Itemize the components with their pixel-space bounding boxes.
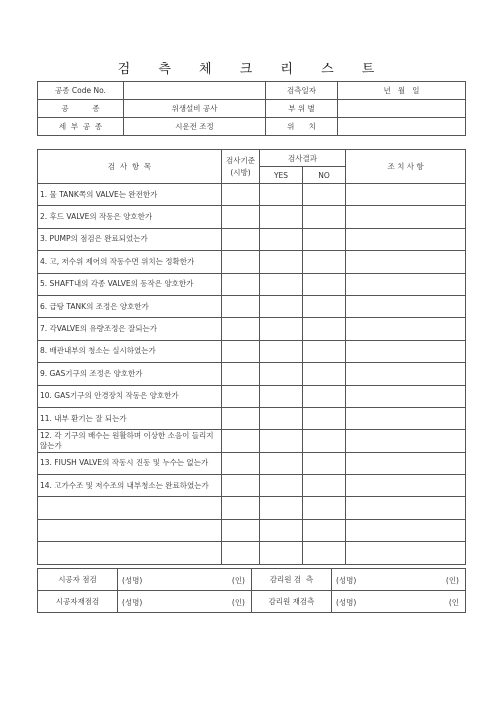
seal-label: (인) — [231, 598, 245, 607]
seal-label: (인) — [445, 576, 459, 585]
no-cell[interactable] — [303, 363, 346, 385]
page-title: 검 측 체 크 리 스 트 — [117, 62, 387, 77]
work-label: 공 종 — [38, 100, 124, 118]
table-row — [38, 407, 466, 429]
action-cell[interactable] — [346, 295, 466, 317]
code-label: 공종 Code No. — [38, 82, 124, 100]
yes-cell[interactable] — [260, 407, 303, 429]
checklist-item-text: 7. 각VALVE의 유량조정은 잘되는가 — [38, 318, 222, 340]
yes-cell[interactable] — [260, 273, 303, 295]
standard-cell[interactable] — [222, 318, 260, 340]
standard-cell[interactable] — [222, 251, 260, 273]
action-cell[interactable] — [346, 251, 466, 273]
col-item-header: 검 사 항 목 — [38, 150, 222, 184]
standard-cell[interactable] — [222, 519, 260, 541]
col-yes-header: YES — [260, 167, 303, 184]
standard-cell[interactable] — [222, 452, 260, 474]
no-cell[interactable] — [303, 251, 346, 273]
col-standard-header: 검사기준 (시방) — [222, 150, 260, 184]
yes-cell[interactable] — [260, 251, 303, 273]
no-cell[interactable] — [303, 430, 346, 452]
date-label: 검측일자 — [266, 82, 338, 100]
no-cell[interactable] — [303, 340, 346, 362]
no-cell[interactable] — [303, 184, 346, 206]
standard-cell[interactable] — [222, 363, 260, 385]
standard-cell[interactable] — [222, 228, 260, 250]
action-cell[interactable] — [346, 452, 466, 474]
table-row — [38, 318, 466, 340]
supervisor-check-label: 감리원 검 측 — [252, 569, 332, 591]
no-cell[interactable] — [303, 273, 346, 295]
contractor-recheck-sign[interactable] — [118, 591, 252, 613]
col-no-header: NO — [303, 167, 346, 184]
name-label: (성명) — [336, 576, 357, 585]
yes-cell[interactable] — [260, 430, 303, 452]
table-row — [38, 184, 466, 206]
yes-cell[interactable] — [260, 295, 303, 317]
checklist-item-text: 8. 배관내부의 청소는 실시하였는가 — [38, 340, 222, 362]
no-cell[interactable] — [303, 542, 346, 564]
supervisor-recheck-sign[interactable] — [332, 591, 466, 613]
table-row — [38, 228, 466, 250]
action-cell[interactable] — [346, 318, 466, 340]
checklist-item-text: 9. GAS기구의 조정은 양호한가 — [38, 363, 222, 385]
signature-table — [37, 568, 466, 613]
code-value[interactable] — [124, 82, 266, 100]
standard-cell[interactable] — [222, 340, 260, 362]
no-cell[interactable] — [303, 385, 346, 407]
yes-cell[interactable] — [260, 542, 303, 564]
action-cell[interactable] — [346, 385, 466, 407]
checklist-item-text: 5. SHAFT내의 각종 VALVE의 동작은 양호한가 — [38, 273, 222, 295]
supervisor-recheck-label: 감리원 재검측 — [252, 591, 332, 613]
standard-cell[interactable] — [222, 206, 260, 228]
date-value[interactable]: 년 월 일 — [338, 82, 466, 100]
action-cell[interactable] — [346, 206, 466, 228]
yes-cell[interactable] — [260, 340, 303, 362]
no-cell[interactable] — [303, 206, 346, 228]
standard-cell[interactable] — [222, 295, 260, 317]
name-label: (성명) — [336, 598, 357, 607]
no-cell[interactable] — [303, 452, 346, 474]
table-row — [38, 542, 466, 564]
table-row — [38, 497, 466, 519]
yes-cell[interactable] — [260, 519, 303, 541]
yes-cell[interactable] — [260, 184, 303, 206]
checklist-item-text: 13. FIUSH VALVE의 작동시 진동 및 누수는 없는가 — [38, 452, 222, 474]
yes-cell[interactable] — [260, 228, 303, 250]
action-cell[interactable] — [346, 475, 466, 497]
checklist-item-text: 1. 물 TANK쪽의 VALVE는 완전한가 — [38, 184, 222, 206]
yes-cell[interactable] — [260, 452, 303, 474]
part-label: 부 위 별 — [266, 100, 338, 118]
standard-cell[interactable] — [222, 542, 260, 564]
yes-cell[interactable] — [260, 497, 303, 519]
table-row — [38, 295, 466, 317]
seal-label: (인) — [231, 576, 245, 585]
supervisor-check-sign[interactable] — [332, 569, 466, 591]
yes-cell[interactable] — [260, 363, 303, 385]
yes-cell[interactable] — [260, 206, 303, 228]
table-row — [38, 340, 466, 362]
yes-cell[interactable] — [260, 385, 303, 407]
part-value[interactable] — [338, 100, 466, 118]
contractor-check-label: 시공자 점검 — [38, 569, 118, 591]
contractor-check-sign[interactable] — [118, 569, 252, 591]
no-cell[interactable] — [303, 475, 346, 497]
checklist-item-text: 10. GAS기구의 안경장치 작동은 양호한가 — [38, 385, 222, 407]
action-cell[interactable] — [346, 519, 466, 541]
table-row — [38, 519, 466, 541]
location-label: 위 치 — [266, 118, 338, 136]
table-row — [38, 273, 466, 295]
action-cell[interactable] — [346, 273, 466, 295]
detail-value[interactable]: 시운전 조정 — [124, 118, 266, 136]
no-cell[interactable] — [303, 497, 346, 519]
checklist-table — [37, 149, 466, 565]
action-cell[interactable] — [346, 407, 466, 429]
standard-cell[interactable] — [222, 273, 260, 295]
work-value[interactable]: 위생설비 공사 — [124, 100, 266, 118]
checklist-item-text: 2. 후드 VALVE의 작동은 양호한가 — [38, 206, 222, 228]
checklist-item-text: 4. 고, 저수위 제어의 작동수면 위치는 정확한가 — [38, 251, 222, 273]
standard-cell[interactable] — [222, 407, 260, 429]
table-row — [38, 475, 466, 497]
col-result-header: 검사결과 — [260, 150, 346, 167]
contractor-recheck-label: 시공자재점검 — [38, 591, 118, 613]
seal-label: (인 — [448, 598, 459, 607]
standard-cell[interactable] — [222, 497, 260, 519]
no-cell[interactable] — [303, 519, 346, 541]
checklist-item-text: 14. 고가수조 및 저수조의 내부청소는 완료하였는가 — [38, 475, 222, 497]
col-action-header: 조 치 사 항 — [346, 150, 466, 184]
no-cell[interactable] — [303, 228, 346, 250]
action-cell[interactable] — [346, 363, 466, 385]
detail-label: 세 부 공 종 — [38, 118, 124, 136]
yes-cell[interactable] — [260, 318, 303, 340]
checklist-item-text: 12. 각 기구의 배수는 원활하며 이상한 소음이 들리지 않는가 — [38, 430, 222, 452]
checklist-item-text — [38, 497, 222, 519]
standard-cell[interactable] — [222, 385, 260, 407]
checklist-item-text: 6. 급탕 TANK의 조정은 양호한가 — [38, 295, 222, 317]
table-row — [38, 385, 466, 407]
checklist-item-text — [38, 519, 222, 541]
table-row — [38, 251, 466, 273]
action-cell[interactable] — [346, 542, 466, 564]
location-value[interactable] — [338, 118, 466, 136]
table-row — [38, 363, 466, 385]
table-row — [38, 206, 466, 228]
action-cell[interactable] — [346, 340, 466, 362]
standard-cell[interactable] — [222, 430, 260, 452]
action-cell[interactable] — [346, 430, 466, 452]
checklist-item-text — [38, 542, 222, 564]
standard-cell[interactable] — [222, 184, 260, 206]
action-cell[interactable] — [346, 184, 466, 206]
table-row — [38, 452, 466, 474]
no-cell[interactable] — [303, 407, 346, 429]
action-cell[interactable] — [346, 228, 466, 250]
yes-cell[interactable] — [260, 475, 303, 497]
name-label: (성명) — [122, 598, 143, 607]
table-row — [38, 430, 466, 452]
header-table — [37, 81, 466, 136]
checklist-item-text: 3. PUMP의 점검은 완료되었는가 — [38, 228, 222, 250]
no-cell[interactable] — [303, 318, 346, 340]
checklist-item-text: 11. 내부 환기는 잘 되는가 — [38, 407, 222, 429]
standard-cell[interactable] — [222, 475, 260, 497]
action-cell[interactable] — [346, 497, 466, 519]
name-label: (성명) — [122, 576, 143, 585]
no-cell[interactable] — [303, 295, 346, 317]
